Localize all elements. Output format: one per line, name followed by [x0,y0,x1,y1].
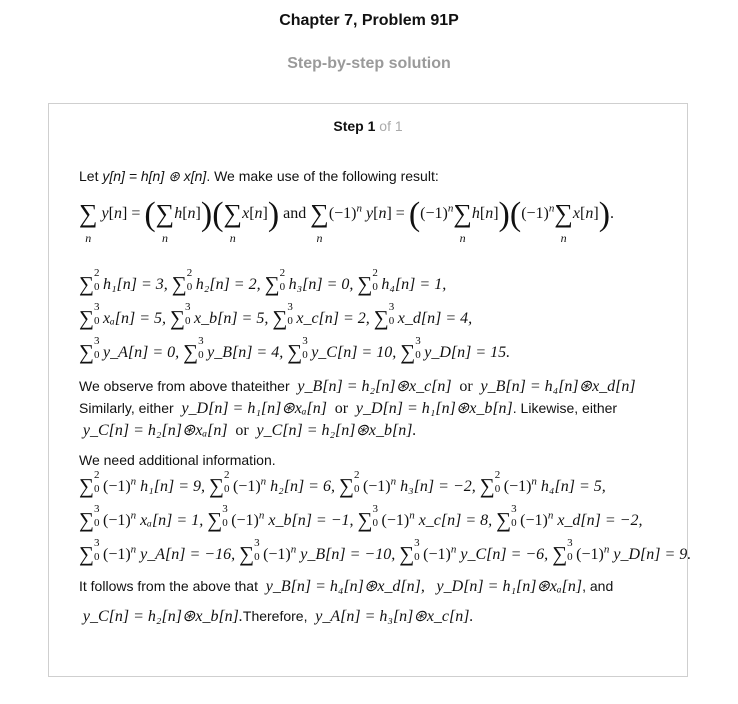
sums-y-row: ∑ 3 0 y_A[n] = 0, ∑ 3 0 y_B[n] = 4, ∑ 3 0 y_C[n] = 10, ∑ 3 0 y_D[n] = 15. [79,335,511,364]
observe-line: We observe from above thateither y_B[n] = h₂[n]⊛x_c[n] or y_B[n] = h₄[n]⊛x_d[n] [79,378,636,395]
therefore-line: y_C[n] = h₂[n]⊛x_b[n].Therefore, y_A[n] = h₃[n]⊛x_c[n]. [82,608,474,625]
intro-line: Let y[n] = h[n] ⊛ x[n]. We make use of the following result: [79,168,439,184]
page-title: Chapter 7, Problem 91P [279,12,459,29]
similarly-line: Similarly, either y_D[n] = h₁[n]⊛xₐ[n] or y_D[n] = h₁[n]⊛x_b[n]. Likewise, either [79,400,618,417]
solution-subtitle: Step-by-step solution [287,55,451,72]
alt-sums-x-row: ∑ 3 0 $(-1)^n$ xₐ[n] = 1, ∑ 3 0 $(-1)^n$ x_b[n] = −1, ∑ 3 0 $(-1)^n$ x_c[n] = 8, ∑ 3 0 $(-1)^n$ x_d[n] = −2, [79,503,643,532]
solution-card [48,103,692,677]
step-header [49,118,687,134]
additional-info-line: We need additional information. [79,452,276,468]
step-of-count: of 1 [379,118,403,134]
alt-sums-h-row: ∑ 2 0 $(-1)^n$ h₁[n] = 9, ∑ 2 0 $(-1)^n$ h₂[n] = 6, ∑ 2 0 $(-1)^n$ h₃[n] = −2, ∑ 2 0 $(-1)^n$ h₄[n] = 5, [79,469,606,498]
alt-sums-y-row: ∑ 3 0 $(-1)^n$ y_A[n] = −16, ∑ 3 0 $(-1)^n$ y_B[n] = −10, ∑ 3 0 $(-1)^n$ y_C[n] = −6, ∑ 3 0 $(-1)^n$ y_D[n] = 9. [79,537,692,566]
sums-x-row: ∑ 3 0 xₐ[n] = 5, ∑ 3 0 x_b[n] = 5, ∑ 3 0 x_c[n] = 2, ∑ 3 0 x_d[n] = 4, [79,301,473,330]
sums-h-row: ∑ 2 0 h₁[n] = 3, ∑ 2 0 h₂[n] = 2, ∑ 2 0 h₃[n] = 0, ∑ 2 0 h₄[n] = 1, [79,267,447,296]
step-label: Step 1 [333,118,376,134]
sum-identity-equation: ∑ n y[n] = (∑ n h[n])(∑ n x[n]) and ∑ n $(-1)^n$ $y[n] = ((-1)^n\sum$ n $h[n])((-1)^n\sum$ n x[n]). [79,196,615,245]
follows-line: It follows from the above that y_B[n] = h₄[n]⊛x_d[n], y_D[n] = h₁[n]⊛xₐ[n], and [79,578,614,595]
likewise-line: y_C[n] = h₂[n]⊛xₐ[n] or y_C[n] = h₂[n]⊛x_b[n]. [82,422,417,439]
